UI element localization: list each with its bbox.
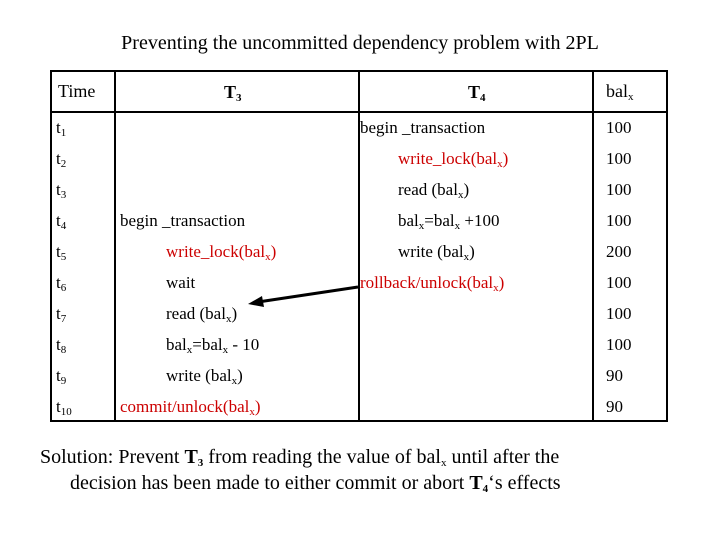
header-t4: $T_4$ [468, 82, 486, 104]
t3-write: write (bal$_x$) [166, 366, 243, 387]
time-cell: $t_8$ [56, 335, 67, 356]
bal-value: 100 [606, 211, 632, 230]
t4-rollback-unlock: rollback/unlock(bal$_x$) [360, 273, 505, 294]
t3-update: bal$_x$=bal$_x$ - 10 [166, 335, 260, 356]
header-time: Time [58, 81, 96, 101]
bal-value: 100 [606, 118, 632, 137]
time-cell: $t_6$ [56, 273, 67, 294]
t4-update: bal$_x$=bal$_x$ +100 [398, 211, 500, 232]
time-cell: $t_{10}$ [56, 397, 72, 418]
arrow-head [248, 296, 264, 307]
t4-write-lock: write_lock(bal$_x$) [398, 149, 509, 170]
t4-begin-transaction: begin _transaction [360, 118, 486, 137]
time-cell: $t_3$ [56, 180, 67, 201]
t3-begin-transaction: begin _transaction [120, 211, 246, 230]
t3-commit-unlock: commit/unlock(bal$_x$) [120, 397, 261, 418]
t4-write: write (bal$_x$) [398, 242, 475, 263]
solution-text: Solution: Prevent $T_3$ from reading the value of bal$_x$ until after the decision has been made to either commit or abort $T_4‘s$ effects [40, 446, 561, 495]
time-cell: $t_5$ [56, 242, 67, 263]
time-cell: $t_1$ [56, 118, 67, 139]
t3-wait: wait [166, 273, 196, 292]
time-cell: $t_7$ [56, 304, 67, 325]
bal-value: 90 [606, 397, 623, 416]
t4-read: read (bal$_x$) [398, 180, 470, 201]
bal-value: 90 [606, 366, 623, 385]
bal-value: 100 [606, 149, 632, 168]
bal-value: 100 [606, 335, 632, 354]
time-cell: $t_4$ [56, 211, 67, 232]
time-cell: $t_2$ [56, 149, 67, 170]
bal-value: 100 [606, 304, 632, 323]
t3-read: read (bal$_x$) [166, 304, 238, 325]
header-bal: bal$_x$ [606, 81, 634, 103]
bal-value: 100 [606, 273, 632, 292]
bal-value: 200 [606, 242, 632, 261]
arrow-line [258, 287, 358, 302]
time-cell: $t_9$ [56, 366, 67, 387]
t3-write-lock: write_lock(bal$_x$) [166, 242, 277, 263]
slide-title: Preventing the uncommitted dependency problem with 2PL [121, 32, 599, 54]
bal-value: 100 [606, 180, 632, 199]
header-t3: $T_3$ [224, 82, 242, 104]
